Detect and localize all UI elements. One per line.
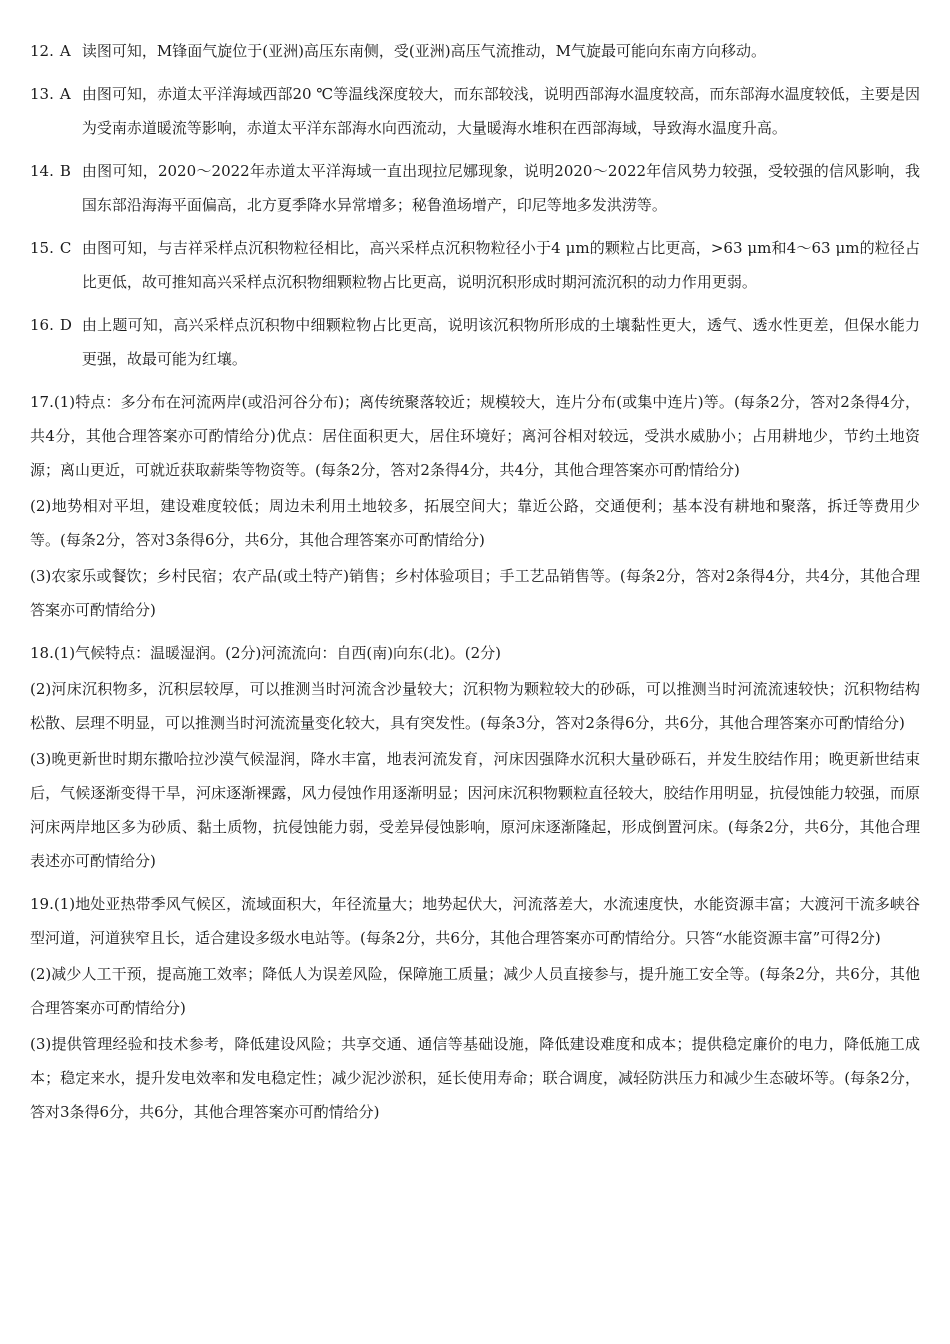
sub-answer-1: (1)气候特点：温暖湿润。(2分)河流流向：自西(南)向东(北)。(2分) bbox=[53, 644, 502, 662]
answer-choice: A bbox=[59, 85, 71, 103]
answer-choice: D bbox=[59, 316, 72, 334]
explanation-text: 由上题可知，高兴采样点沉积物中细颗粒物占比更高，说明该沉积物所形成的土壤黏性更大，透气、透水性更差，但保水能力更强，故最可能为红壤。 bbox=[81, 316, 920, 368]
question-number: 13. bbox=[30, 85, 54, 103]
answer-item-19 bbox=[30, 887, 920, 1129]
sub-answer-2: (2)减少人工干预，提高施工效率；降低人为误差风险，保障施工质量；减少人员直接参与，提升施工安全等。(每条2分，共6分，其他合理答案亦可酌情给分) bbox=[30, 965, 920, 1017]
question-number: 15. bbox=[30, 239, 54, 257]
sub-answer-2: (2)河床沉积物多，沉积层较厚，可以推测当时河流含沙量较大；沉积物为颗粒较大的砂砾，可以推测当时河流流速较快；沉积物结构松散、层理不明显，可以推测当时河流流量变化较大，具有突发性。(每条3分，答对2条得6分，共6分，其他合理答案亦可酌情给分) bbox=[30, 680, 920, 732]
question-number: 14. bbox=[30, 162, 54, 180]
sub-answer-3: (3)提供管理经验和技术参考，降低建设风险；共享交通、通信等基础设施，降低建设难度和成本；提供稳定廉价的电力，降低施工成本；稳定来水，提升发电效率和发电稳定性；减少泥沙淤积，延长使用寿命；联合调度，减轻防洪压力和减少生态破坏等。(每条2分，答对3条得6分，共6分，其他合理答案亦可酌情给分) bbox=[30, 1035, 920, 1121]
explanation-text: 读图可知，M锋面气旋位于(亚洲)高压东南侧，受(亚洲)高压气流推动，M气旋最可能向东南方向移动。 bbox=[81, 42, 766, 60]
answer-item-17 bbox=[30, 385, 920, 627]
answer-choice: C bbox=[59, 239, 72, 257]
answer-item-18 bbox=[30, 636, 920, 878]
question-number: 16. bbox=[30, 316, 54, 334]
explanation-text: 由图可知，赤道太平洋海域西部20 ℃等温线深度较大，而东部较浅，说明西部海水温度较高，而东部海水温度较低，主要是因为受南赤道暖流等影响，赤道太平洋东部海水向西流动，大量暖海水堆积在西部海域，导致海水温度升高。 bbox=[81, 85, 920, 137]
answer-item-13 bbox=[30, 77, 920, 145]
question-number: 17. bbox=[30, 393, 54, 411]
explanation-text: 由图可知，2020～2022年赤道太平洋海域一直出现拉尼娜现象，说明2020～2022年信风势力较强，受较强的信风影响，我国东部沿海海平面偏高，北方夏季降水异常增多；秘鲁渔场增产，印尼等地多发洪涝等。 bbox=[81, 162, 920, 214]
sub-answer-1: (1)地处亚热带季风气候区，流域面积大，年径流量大；地势起伏大，河流落差大，水流速度快，水能资源丰富；大渡河干流多峡谷型河道，河道狭窄且长，适合建设多级水电站等。(每条2分，共6分，其他合理答案亦可酌情给分。只答“水能资源丰富”可得2分) bbox=[30, 895, 920, 947]
sub-answer-3: (3)农家乐或餐饮；乡村民宿；农产品(或土特产)销售；乡村体验项目；手工艺品销售等。(每条2分，答对2条得4分，共4分，其他合理答案亦可酌情给分) bbox=[30, 567, 920, 619]
sub-answer-1: (1)特点：多分布在河流两岸(或沿河谷分布)；离传统聚落较近；规模较大，连片分布(或集中连片)等。(每条2分，答对2条得4分，共4分，其他合理答案亦可酌情给分)优点：居住面积更大，居住环境好；离河谷相对较远，受洪水威胁小；占用耕地少，节约土地资源；离山更近，可就近获取薪柴等物资等。(每条2分，答对2条得4分，共4分，其他合理答案亦可酌情给分) bbox=[30, 393, 920, 479]
answer-item-12 bbox=[30, 34, 920, 68]
answer-choice: B bbox=[59, 162, 71, 180]
answer-item-15 bbox=[30, 231, 920, 299]
answer-choice: A bbox=[59, 42, 71, 60]
question-number: 18. bbox=[30, 644, 54, 662]
sub-answer-2: (2)地势相对平坦，建设难度较低；周边未利用土地较多，拓展空间大；靠近公路，交通便利；基本没有耕地和聚落，拆迁等费用少等。(每条2分，答对3条得6分，共6分，其他合理答案亦可酌情给分) bbox=[30, 497, 920, 549]
sub-answer-3: (3)晚更新世时期东撒哈拉沙漠气候湿润，降水丰富，地表河流发育，河床因强降水沉积大量砂砾石，并发生胶结作用；晚更新世结束后，气候逐渐变得干旱，河床逐渐裸露，风力侵蚀作用逐渐明显；因河床沉积物颗粒直径较大，胶结作用明显，抗侵蚀能力较强，而原河床两岸地区多为砂质、黏土质物，抗侵蚀能力弱，受差异侵蚀影响，原河床逐渐隆起，形成倒置河床。(每条2分，共6分，其他合理表述亦可酌情给分) bbox=[30, 750, 920, 870]
explanation-text: 由图可知，与吉祥采样点沉积物粒径相比，高兴采样点沉积物粒径小于4 μm的颗粒占比更高，>63 μm和4～63 μm的粒径占比更低，故可推知高兴采样点沉积物细颗粒物占比更高，说明沉积形成时期河流沉积的动力作用更弱。 bbox=[81, 239, 920, 291]
question-number: 19. bbox=[30, 895, 54, 913]
question-number: 12. bbox=[30, 42, 54, 60]
answer-item-14 bbox=[30, 154, 920, 222]
answer-item-16 bbox=[30, 308, 920, 376]
